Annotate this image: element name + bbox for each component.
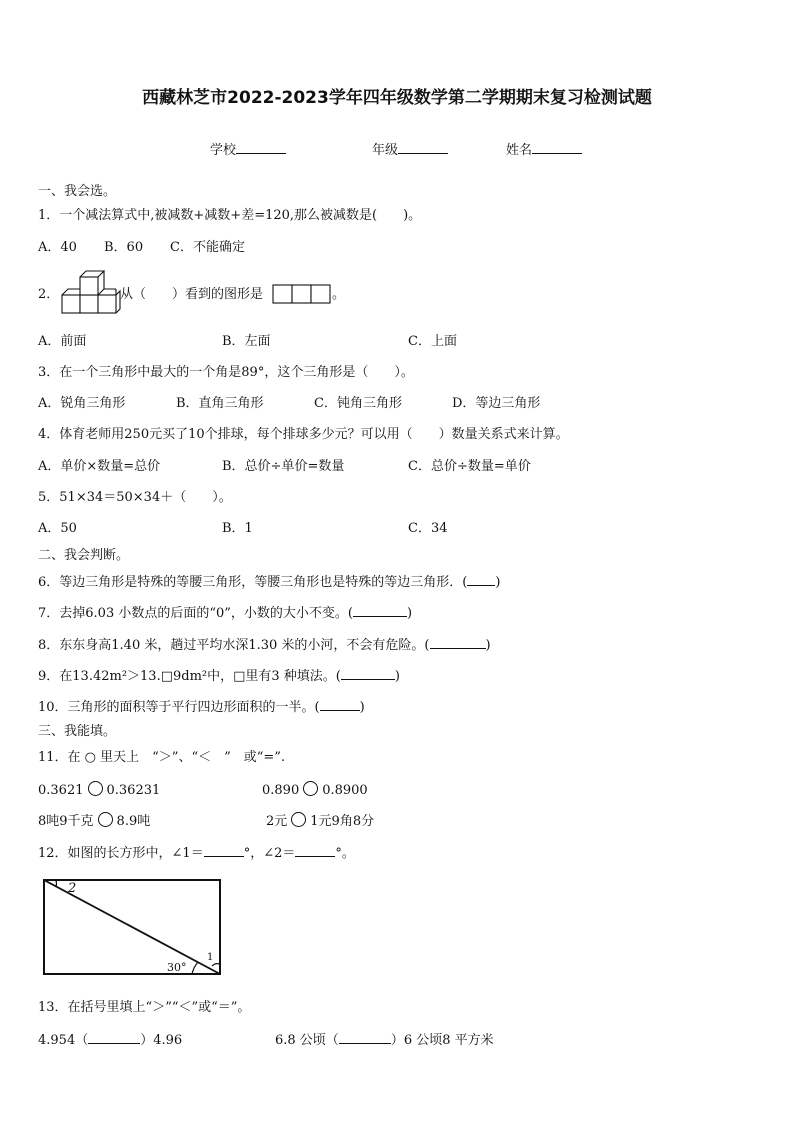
question-text: 7．去掉6.03 小数点的后面的“0”，小数的大小不变。( bbox=[38, 606, 353, 621]
option[interactable]: A．单价×数量=总价 bbox=[38, 459, 161, 474]
question-8 bbox=[38, 636, 491, 654]
compare-circle[interactable] bbox=[303, 781, 318, 796]
compare-item bbox=[266, 812, 374, 830]
rectangle-diagram bbox=[42, 878, 222, 978]
compare-circle[interactable] bbox=[98, 812, 113, 827]
answer-blank[interactable] bbox=[204, 844, 244, 857]
option[interactable]: A．前面 bbox=[38, 334, 87, 349]
option[interactable]: C．钝角三角形 bbox=[314, 396, 402, 411]
compare-left: 0.890 bbox=[262, 783, 300, 798]
name-label: 姓名 bbox=[506, 143, 533, 158]
option[interactable]: B．60 bbox=[104, 240, 144, 255]
answer-blank[interactable] bbox=[341, 667, 395, 680]
compare-item bbox=[275, 1031, 494, 1049]
option[interactable]: A．40 bbox=[38, 240, 77, 255]
option[interactable]: B．1 bbox=[222, 521, 253, 536]
grade-label: 年级 bbox=[372, 143, 399, 158]
paren-close: ) bbox=[485, 638, 491, 653]
angle-1-label: 1 bbox=[207, 952, 214, 963]
compare-right: 0.36231 bbox=[106, 783, 161, 798]
option[interactable]: C．总价÷数量=单价 bbox=[408, 459, 531, 474]
compare-circle[interactable] bbox=[88, 781, 103, 796]
three-square-view-figure bbox=[272, 284, 332, 304]
cube-stack-figure bbox=[60, 270, 120, 315]
compare-right: 0.8900 bbox=[322, 783, 368, 798]
school-field[interactable] bbox=[210, 141, 286, 159]
question-7 bbox=[38, 604, 412, 622]
compare-left: 4.954（ bbox=[38, 1033, 89, 1048]
section-heading: 三、我能填。 bbox=[38, 724, 117, 739]
compare-left: 6.8 公顷（ bbox=[275, 1033, 339, 1048]
question-9 bbox=[38, 667, 400, 685]
question-text: 8．东东身高1.40 米，趟过平均水深1.30 米的小河，不会有危险。( bbox=[38, 638, 430, 653]
question-3: 3．在一个三角形中最大的一个角是89°，这个三角形是（ ）。 bbox=[38, 365, 414, 380]
school-label: 学校 bbox=[210, 143, 237, 158]
question-text: 6．等边三角形是特殊的等腰三角形，等腰三角形也是特殊的等边三角形．( bbox=[38, 575, 468, 590]
compare-item bbox=[38, 781, 160, 799]
question-text: 12．如图的长方形中，∠1＝ bbox=[38, 846, 204, 861]
option[interactable]: B．直角三角形 bbox=[176, 396, 264, 411]
compare-item bbox=[38, 1031, 182, 1049]
name-field[interactable] bbox=[506, 141, 582, 159]
question-2-number: 2． bbox=[38, 287, 60, 302]
page-title: 西藏林芝市2022-2023学年四年级数学第二学期期末复习检测试题 bbox=[142, 88, 652, 108]
question-12 bbox=[38, 844, 355, 862]
answer-blank[interactable] bbox=[353, 604, 407, 617]
answer-blank[interactable] bbox=[339, 1031, 391, 1044]
question-1: 1．一个减法算式中,被减数+减数+差=120,那么被减数是( )。 bbox=[38, 208, 422, 223]
question-13: 13．在括号里填上“＞”“＜”或“＝”。 bbox=[38, 1000, 251, 1015]
question-text: 10．三角形的面积等于平行四边形面积的一半。( bbox=[38, 700, 320, 715]
compare-right: 1元9角8分 bbox=[310, 814, 375, 829]
answer-blank[interactable] bbox=[320, 698, 360, 711]
compare-item bbox=[38, 812, 150, 830]
answer-blank[interactable] bbox=[88, 1031, 140, 1044]
option[interactable]: B．左面 bbox=[222, 334, 271, 349]
option[interactable]: A．锐角三角形 bbox=[38, 396, 126, 411]
answer-blank[interactable] bbox=[430, 636, 486, 649]
paren-close: ) bbox=[406, 606, 413, 621]
compare-right: 8.9吨 bbox=[116, 814, 151, 829]
option[interactable]: C．不能确定 bbox=[170, 240, 245, 255]
option[interactable]: A．50 bbox=[38, 521, 77, 536]
section-heading: 二、我会判断。 bbox=[38, 548, 130, 563]
option[interactable]: D．等边三角形 bbox=[452, 396, 541, 411]
angle-2-label: 2 bbox=[68, 881, 77, 896]
compare-left: 8吨9千克 bbox=[38, 814, 94, 829]
compare-circle[interactable] bbox=[291, 812, 306, 827]
question-6 bbox=[38, 573, 500, 591]
paren-close: ) bbox=[495, 575, 501, 590]
question-text: °，∠2＝ bbox=[243, 846, 296, 861]
compare-item bbox=[262, 781, 368, 799]
question-10 bbox=[38, 698, 365, 716]
question-11: 11．在 ○ 里天上 “＞”、“＜ ” 或“=”. bbox=[38, 750, 286, 765]
question-2-text: 从（ ）看到的图形是 bbox=[120, 287, 264, 302]
option[interactable]: C．上面 bbox=[408, 334, 457, 349]
section-heading: 一、我会选。 bbox=[38, 184, 117, 199]
question-text: °。 bbox=[335, 846, 355, 861]
question-4: 4．体育老师用250元买了10个排球，每个排球多少元？可以用（ ）数量关系式来计算。 bbox=[38, 427, 569, 442]
compare-left: 0.3621 bbox=[38, 783, 84, 798]
angle-30-label: 30° bbox=[167, 961, 187, 974]
paren-close: ) bbox=[359, 700, 365, 715]
question-2-end: 。 bbox=[332, 287, 346, 302]
option[interactable]: B．总价÷单价=数量 bbox=[222, 459, 345, 474]
paren-close: ) bbox=[394, 669, 400, 684]
question-5: 5．51×34＝50×34＋（ ）。 bbox=[38, 490, 232, 505]
option[interactable]: C．34 bbox=[408, 521, 448, 536]
compare-right: ）6 公顷8 平方米 bbox=[390, 1033, 494, 1048]
question-text: 9．在13.42m²＞13.□9dm²中，□里有3 种填法。( bbox=[38, 669, 341, 684]
compare-right: ）4.96 bbox=[140, 1033, 183, 1048]
compare-left: 2元 bbox=[266, 814, 288, 829]
answer-blank[interactable] bbox=[467, 573, 495, 586]
answer-blank[interactable] bbox=[295, 844, 335, 857]
grade-field[interactable] bbox=[372, 141, 448, 159]
